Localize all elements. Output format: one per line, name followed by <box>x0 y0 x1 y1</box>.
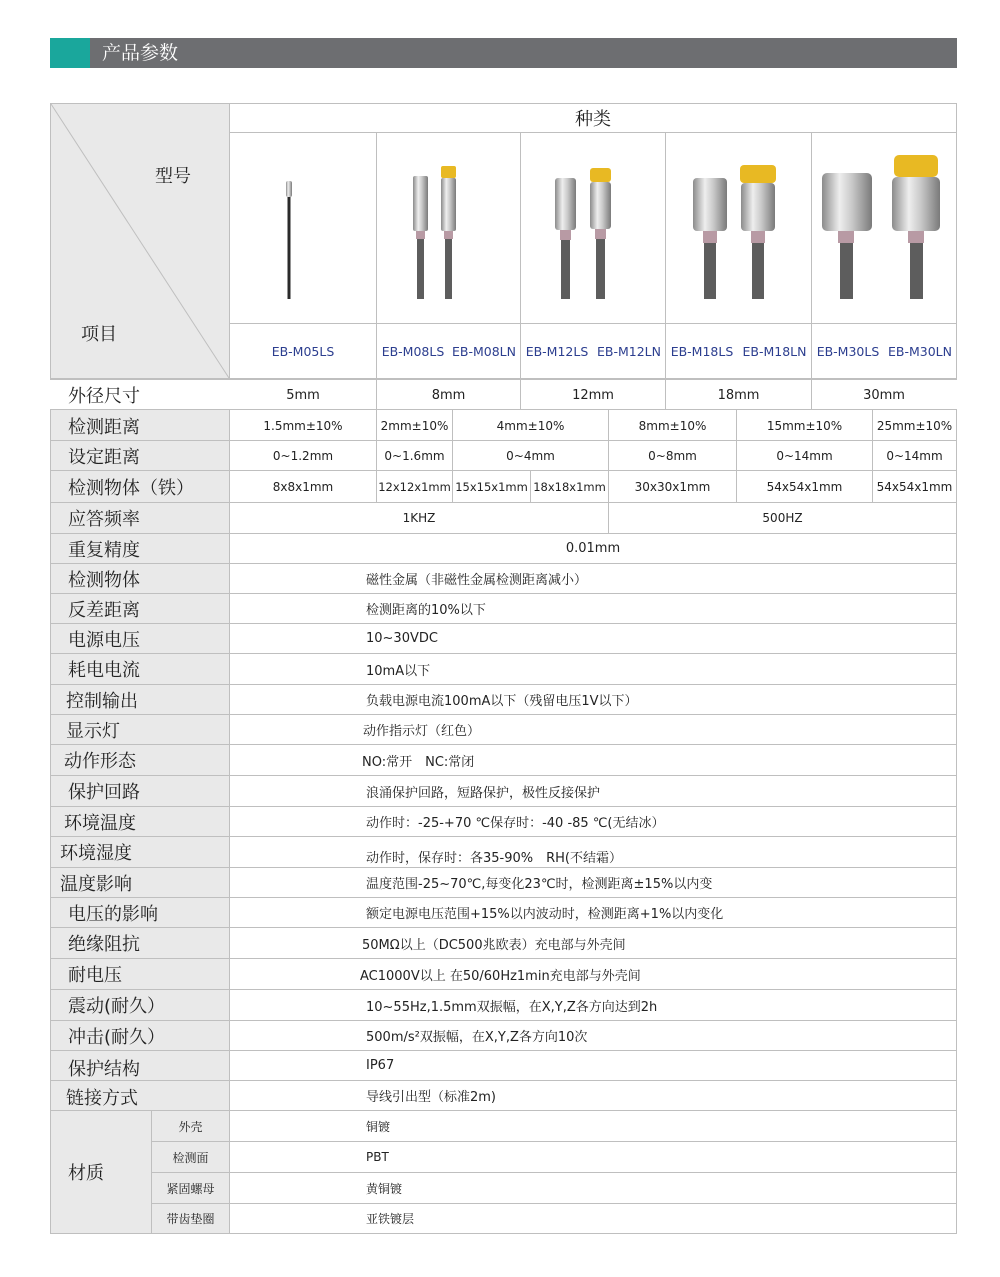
row-value: 动作时，保存时：各35-90% RH(不结霜） <box>366 850 623 866</box>
detect-distance-value: 8mm±10% <box>638 418 707 433</box>
row-value: 检测距离的10%以下 <box>366 603 486 618</box>
sensor-m05ls-image <box>286 181 292 299</box>
row-label: 耐电压 <box>68 965 122 986</box>
row-value: 10~55Hz,1.5mm双振幅，在X,Y,Z各方向达到2h <box>366 999 658 1015</box>
corner-model-label: 型号 <box>155 166 191 187</box>
row-label: 保护结构 <box>68 1058 140 1080</box>
row-label: 环境温度 <box>64 812 136 834</box>
row-label: 显示灯 <box>66 720 120 742</box>
material-part: 外壳 <box>178 1119 203 1134</box>
corner-diagonal <box>51 104 229 378</box>
row-value: 50MΩ以上（DC500兆欧表）充电部与外壳间 <box>362 937 626 953</box>
sensor-m12ls-image <box>555 178 576 299</box>
row-label: 保护回路 <box>68 782 140 803</box>
row-value: NO:常开 NC:常闭 <box>362 754 475 770</box>
detect-object-value: 18x18x1mm <box>533 479 606 494</box>
row-value: 10~30VDC <box>366 631 438 646</box>
row-value: AC1000V以上 在50/60Hz1min充电部与外壳间 <box>360 968 641 984</box>
row-label: 动作形态 <box>64 751 136 772</box>
detect-distance-value: 25mm±10% <box>876 418 953 433</box>
diameter-value: 30mm <box>863 387 905 403</box>
set-distance-value: 0~14mm <box>886 448 943 463</box>
diameter-value: 8mm <box>431 387 466 403</box>
row-label: 耗电电流 <box>68 660 140 681</box>
material-part: 带齿垫圈 <box>166 1212 215 1226</box>
row-value: 动作指示灯（红色） <box>363 724 481 739</box>
row-label: 温度影响 <box>60 873 132 895</box>
row-label: 电压的影响 <box>68 903 158 925</box>
row-label: 反差距离 <box>68 599 140 621</box>
row-value: 额定电源电压范围+15%以内波动时，检测距离+1%以内变化 <box>366 907 724 922</box>
set-distance-value: 0~4mm <box>506 448 555 463</box>
corner-cell <box>51 104 229 378</box>
sensor-m30ls-image <box>822 173 872 299</box>
diameter-value: 18mm <box>717 387 760 403</box>
type-header: 种类 <box>575 109 611 130</box>
row-value: 浪涌保护回路，短路保护，极性反接保护 <box>366 785 601 801</box>
row-value: 磁性金属（非磁性金属检测距离减小） <box>366 573 588 588</box>
row-label: 检测距离 <box>68 416 140 438</box>
model-name: EB-M30LS <box>816 343 880 359</box>
row-label: 环境湿度 <box>60 843 132 864</box>
row-label: 应答频率 <box>68 509 140 530</box>
row-value: 负载电源电流100mA以下（残留电压1V以下） <box>366 694 638 709</box>
model-name: EB-M30LN <box>888 343 952 359</box>
detect-distance-value: 15mm±10% <box>766 418 843 433</box>
row-label: 检测物体 <box>68 569 140 591</box>
material-value: 亚铁镀层 <box>366 1212 415 1226</box>
row-label: 控制输出 <box>66 690 138 712</box>
sensor-m08ln-image <box>441 166 456 299</box>
repeat-value: 0.01mm <box>565 541 621 556</box>
detect-object-value: 15x15x1mm <box>455 479 528 494</box>
detect-object-value: 12x12x1mm <box>378 479 451 494</box>
diameter-label: 外径尺寸 <box>68 386 140 407</box>
material-value: PBT <box>366 1150 389 1164</box>
row-value: 温度范围-25~70℃,每变化23℃时，检测距离±15%以内变 <box>366 877 713 892</box>
model-name: EB-M12LS <box>525 343 589 359</box>
row-label: 冲击(耐久） <box>68 1026 166 1048</box>
set-distance-value: 0~1.2mm <box>272 448 334 463</box>
detect-object-value: 54x54x1mm <box>876 479 953 494</box>
row-value: 动作时：-25-+70 ℃保存时：-40 -85 ℃(无结冰） <box>366 816 665 831</box>
material-part: 检测面 <box>172 1150 209 1165</box>
row-label: 重复精度 <box>68 539 140 561</box>
sensor-m30ln-image <box>892 155 940 299</box>
row-label: 检测物体（铁） <box>68 477 194 499</box>
diameter-value: 5mm <box>286 387 320 403</box>
row-label: 震动(耐久） <box>68 996 166 1017</box>
material-value: 黄铜镀 <box>366 1181 403 1196</box>
set-distance-value: 0~14mm <box>776 448 833 463</box>
model-name: EB-M08LS <box>381 343 445 359</box>
detect-distance-value: 1.5mm±10% <box>263 418 343 433</box>
sensor-m08ls-image <box>413 176 428 299</box>
detect-object-value: 54x54x1mm <box>766 479 843 494</box>
model-name: EB-M08LN <box>452 343 516 359</box>
model-name: EB-M18LN <box>742 343 807 359</box>
material-part: 紧固螺母 <box>166 1181 215 1196</box>
set-distance-value: 0~8mm <box>648 448 697 463</box>
frequency-value: 500HZ <box>762 511 803 525</box>
frequency-value: 1KHZ <box>402 511 436 525</box>
row-value: 导线引出型（标准2m) <box>366 1090 497 1105</box>
row-value: IP67 <box>366 1058 395 1073</box>
row-label: 电源电压 <box>68 629 140 651</box>
sensor-images <box>230 133 956 323</box>
row-value: 500m/s²双振幅，在X,Y,Z各方向10次 <box>366 1030 588 1045</box>
model-name: EB-M05LS <box>271 343 335 359</box>
row-label: 链接方式 <box>66 1087 138 1109</box>
sensor-m18ls-image <box>693 178 727 299</box>
material-label: 材质 <box>68 1163 104 1184</box>
section-title: 产品参数 <box>102 42 179 64</box>
row-label: 设定距离 <box>68 446 140 468</box>
detect-object-value: 8x8x1mm <box>272 479 334 494</box>
material-value: 铜镀 <box>366 1119 391 1134</box>
section-accent <box>50 38 90 68</box>
corner-item-label: 项目 <box>81 324 117 345</box>
model-name: EB-M12LN <box>597 343 661 359</box>
set-distance-value: 0~1.6mm <box>384 448 445 463</box>
sensor-m12ln-image <box>590 168 611 299</box>
sensor-m18ln-image <box>740 165 776 299</box>
diameter-value: 12mm <box>572 387 614 403</box>
section-header <box>50 38 957 68</box>
detect-distance-value: 4mm±10% <box>496 418 565 433</box>
detect-distance-value: 2mm±10% <box>380 418 449 433</box>
row-value: 10mA以下 <box>366 663 431 679</box>
row-label: 绝缘阻抗 <box>68 934 140 955</box>
model-name: EB-M18LS <box>670 343 734 359</box>
detect-object-value: 30x30x1mm <box>634 479 711 494</box>
